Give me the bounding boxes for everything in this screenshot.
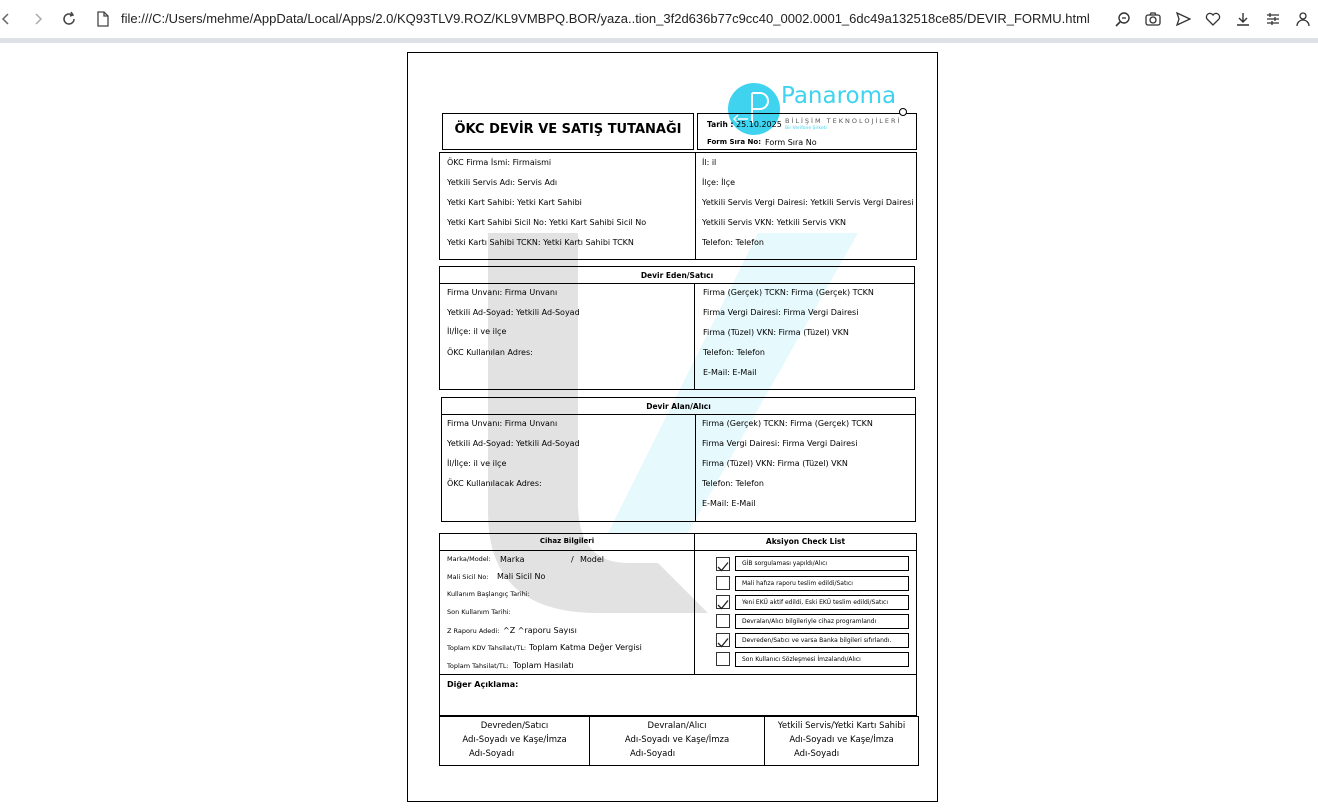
buyer-field: İl/İlçe: il ve ilçe [447,459,507,468]
seller-field: İl/İlçe: il ve ilçe [447,327,507,336]
buyer-section [441,414,916,522]
buyer-field: ÖKC Kullanılacak Adres: [447,479,542,488]
action-item: Devreden/Satıcı ve varsa Banka bilgileri sıfırlandı. [735,633,909,648]
date-box [697,113,917,150]
seller-field: Firma (Gerçek) TCKN: Firma (Gerçek) TCKN [703,288,874,297]
total-label: Toplam Tahsilat/TL: [447,662,509,670]
reload-icon[interactable] [55,5,83,33]
date-value: 25.10.2025 [736,120,782,129]
last-date-label: Son Kullanım Tarihi: [447,608,511,616]
send-icon[interactable] [1168,11,1198,27]
serial-label: Mali Sicil No: [447,573,489,581]
seller-field: Firma Unvanı: Firma Unvanı [447,288,558,297]
brand-value: Marka [500,555,525,564]
address-bar[interactable]: file:///C:/Users/mehme/AppData/Local/Apps/2.0/KQ93TLV9.ROZ/KL9VMBPQ.BOR/yaza..tion_3f2d636b77c9cc40_0002.0001_6dc49a132518ce85/DEVIR_FORMU.html [121,11,1090,26]
company-field: Telefon: Telefon [702,238,764,247]
kdv-label: Toplam KDV Tahsilatı/TL: [447,644,527,652]
back-icon[interactable] [0,5,20,33]
seller-header [439,266,915,284]
check-icon [717,561,729,573]
company-section [439,152,917,260]
screenshot-icon[interactable] [1138,11,1168,27]
forward-icon[interactable] [24,5,52,33]
profile-icon[interactable] [1288,11,1318,27]
checkbox[interactable] [716,652,730,666]
check-icon [717,637,729,649]
company-field: Yetki Kart Sahibi: Yetki Kart Sahibi [447,198,582,207]
notes-section [439,674,917,716]
seller-title: Devir Eden/Satıcı [640,271,714,280]
check-icon [717,599,729,611]
signature-box [439,716,590,766]
seller-section [439,283,915,390]
logo-subtitle: BİLİŞİM TEKNOLOJİLERİ [785,117,902,125]
buyer-field: Yetkili Ad-Soyad: Yetkili Ad-Soyad [447,439,580,448]
z-report-label: Z Raporu Adedi: [447,627,500,635]
action-item: Mali hafıza raporu teslim edildi/Satıcı [735,576,909,591]
checkbox[interactable] [716,576,730,590]
company-field: ÖKC Firma İsmi: Firmaismi [447,158,552,167]
date-label: Tarih : [707,120,734,129]
company-field: Yetki Kart Sahibi Sicil No: Yetki Kart Sahibi Sicil No [447,218,647,227]
company-field: İl: il [702,158,717,167]
action-item: Yeni EKÜ aktif edildi, Eski EKÜ teslim edildi/Satıcı [735,595,909,610]
action-item: GİB sorgulaması yapıldı/Alıcı [735,556,909,571]
browser-toolbar [0,0,1318,38]
notes-label: Diğer Açıklama: [447,680,519,689]
signature-box [764,716,919,766]
signature-line: Adı-Soyadı ve Kaşe/İmza [624,735,730,745]
toolbar-divider [0,38,1318,43]
seller-field: Firma (Tüzel) VKN: Firma (Tüzel) VKN [703,328,849,337]
brand-model-label: Marka/Model: [447,555,491,563]
download-icon[interactable] [1228,11,1258,27]
buyer-field: Firma Unvanı: Firma Unvanı [447,419,558,428]
seller-field: Firma Vergi Dairesi: Firma Vergi Dairesi [703,308,859,317]
company-field: İlçe: İlçe [702,178,736,187]
checkbox[interactable] [716,557,730,571]
resize-handle[interactable] [899,108,907,116]
company-field: Yetkili Servis Adı: Servis Adı [447,178,558,187]
form-no-value: Form Sıra No [765,138,817,147]
signature-title: Devralan/Alıcı [647,721,707,731]
kdv-value: Toplam Katma Değer Vergisi [529,643,642,652]
seller-field: ÖKC Kullanılan Adres: [447,348,533,357]
device-section [439,533,695,675]
model-value: Model [580,555,605,564]
checklist-title: Aksiyon Check List [765,537,846,546]
title-box [442,113,694,150]
action-item: Son Kullanıcı Sözleşmesi İmzalandı/Alıcı [735,652,909,667]
logo-brand: Panaroma [781,83,897,109]
checkbox[interactable] [716,614,730,628]
buyer-field: Firma (Gerçek) TCKN: Firma (Gerçek) TCKN [702,419,873,428]
zoom-icon[interactable] [1108,11,1138,27]
form-no-label: Form Sıra No: [707,138,762,146]
form-page [407,52,938,802]
signature-line: Adı-Soyadı ve Kaşe/İmza [789,735,894,745]
buyer-field: Firma Vergi Dairesi: Firma Vergi Dairesi [702,439,858,448]
signature-box [589,716,765,766]
total-value: Toplam Hasılatı [513,661,574,670]
serial-value: Mali Sicil No [497,572,546,581]
signature-name: Adı-Soyadı [630,749,676,759]
heart-icon[interactable] [1198,11,1228,27]
action-item: Devralan/Alıcı bilgileriyle cihaz programlandı [735,614,909,629]
signature-name: Adı-Soyadı [469,749,515,759]
device-title: Cihaz Bilgileri [539,537,595,545]
buyer-field: E-Mail: E-Mail [702,499,756,508]
signature-name: Adı-Soyadı [794,749,840,759]
z-report-value: ^Z ^raporu Sayısı [503,626,577,635]
seller-field: Telefon: Telefon [703,348,765,357]
company-field: Yetkili Servis Vergi Dairesi: Yetkili Servis Vergi Dairesi [702,198,914,207]
start-date-label: Kullanım Başlangıç Tarihi: [447,590,530,598]
file-icon [89,5,117,33]
company-field: Yetkili Servis VKN: Yetkili Servis VKN [702,218,847,227]
buyer-header [441,397,916,415]
brand-model-slash: / [571,555,574,564]
buyer-title: Devir Alan/Alıcı [646,402,711,411]
page-title: ÖKC DEVİR VE SATIŞ TUTANAĞI [454,122,682,137]
company-field: Yetki Kartı Sahibi TCKN: Yetki Kartı Sahibi TCKN [447,238,634,247]
buyer-field: Firma (Tüzel) VKN: Firma (Tüzel) VKN [702,459,848,468]
signature-title: Devreden/Satıcı [480,721,549,731]
signature-line: Adı-Soyadı ve Kaşe/İmza [462,735,567,745]
buyer-field: Telefon: Telefon [702,479,764,488]
menu-list-icon[interactable] [1258,11,1288,27]
signature-title: Yetkili Servis/Yetki Kartı Sahibi [777,721,906,731]
logo-tagline: Bir Verifone Şirketi [785,126,827,131]
checkbox[interactable] [716,595,730,609]
checkbox[interactable] [716,633,730,647]
seller-field: E-Mail: E-Mail [703,368,757,377]
seller-field: Yetkili Ad-Soyad: Yetkili Ad-Soyad [447,308,580,317]
